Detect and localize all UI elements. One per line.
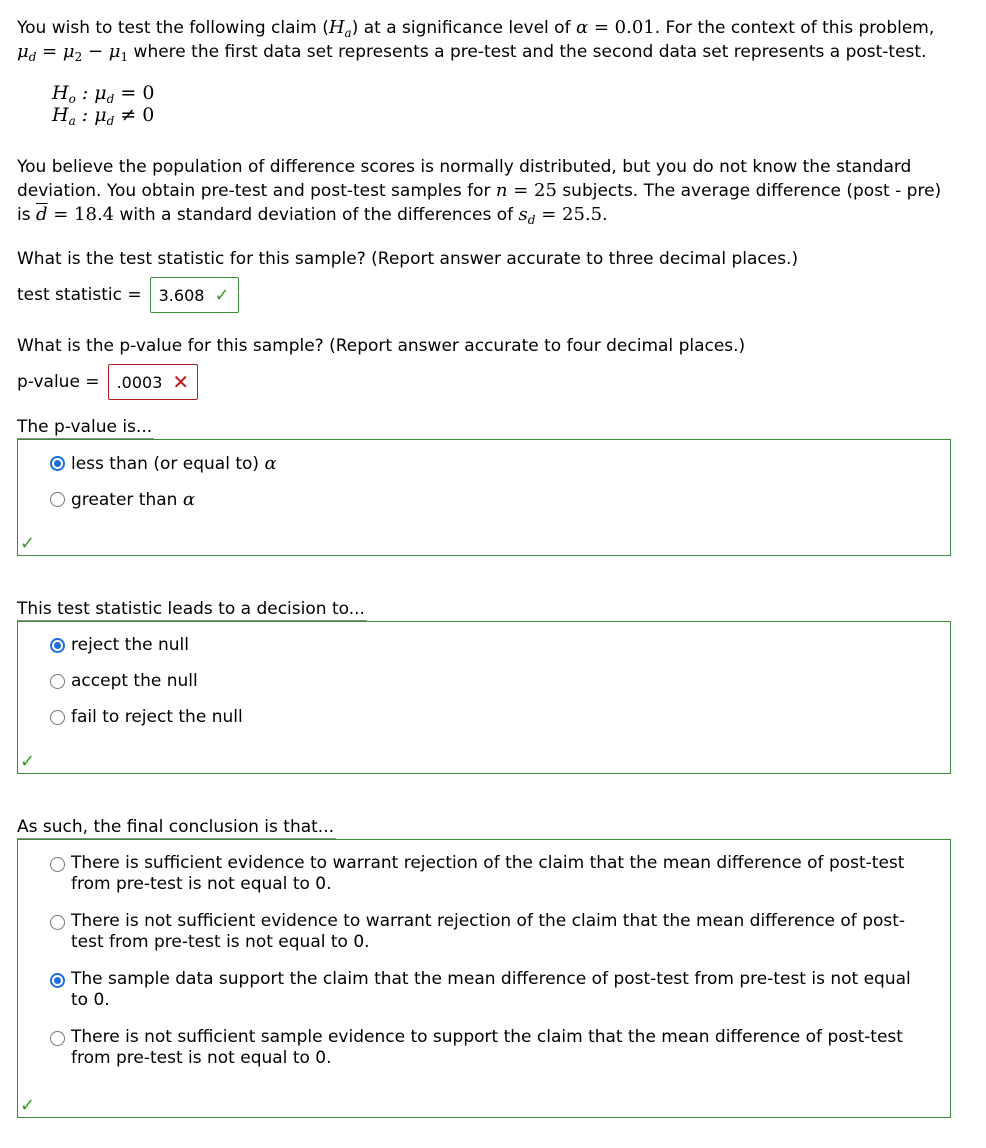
conclusion-question	[17, 816, 951, 1118]
n-value: = 25	[507, 180, 557, 201]
context-text-3: with a standard deviation of the differences of	[114, 205, 519, 225]
radio-unselected-icon[interactable]	[50, 492, 65, 507]
minus-sign: −	[82, 41, 109, 62]
option-conclusion-2-text: There is not sufficient evidence to warrant rejection of the claim that the mean difference of post-test from pre-test is not equal to 0.	[71, 911, 906, 952]
decision-options	[17, 621, 951, 774]
sd-value: = 25.5	[535, 204, 603, 225]
radio-unselected-icon[interactable]	[50, 857, 65, 872]
option-less-than-text: less than (or equal to)	[71, 454, 265, 474]
correct-check-icon: ✓	[20, 533, 36, 554]
p-value-label: p-value =	[17, 371, 100, 392]
conclusion-title: As such, the final conclusion is that...	[17, 817, 335, 837]
ha-mu-subscript: d	[106, 114, 115, 128]
test-statistic-input[interactable]	[150, 277, 239, 313]
intro-text-3: . For the context of this problem,	[654, 18, 935, 38]
ha-mu: : μ	[75, 104, 107, 126]
p-value-input[interactable]	[108, 364, 199, 400]
option-conclusion-2[interactable]	[50, 911, 950, 969]
intro-paragraph	[17, 16, 951, 64]
mu-d-symbol: μ	[17, 41, 29, 62]
option-fail-to-reject-text: fail to reject the null	[71, 707, 243, 727]
ha-symbol: H	[328, 17, 345, 38]
test-statistic-answer-line	[17, 275, 951, 315]
intro-text-1: You wish to test the following claim (	[17, 18, 329, 38]
context-text-2: subjects. The average difference (post - pre) is	[17, 181, 942, 225]
alternative-hypothesis	[52, 104, 951, 126]
ha-hyp-subscript: a	[68, 114, 76, 128]
conclusion-options	[17, 839, 951, 1118]
mu-1-subscript: 1	[120, 50, 129, 64]
test-statistic-value: 3.608	[158, 285, 205, 305]
sd-subscript: d	[527, 213, 536, 227]
h0-relation: = 0	[114, 82, 155, 104]
option-conclusion-3-text: The sample data support the claim that the mean difference of post-test from pre-test is not equal to 0.	[71, 969, 911, 1010]
radio-unselected-icon[interactable]	[50, 915, 65, 930]
option-fail-to-reject-null[interactable]	[50, 706, 950, 742]
option-reject-null[interactable]	[50, 634, 950, 670]
radio-unselected-icon[interactable]	[50, 674, 65, 689]
p-value-prompt: What is the p-value for this sample? (Report answer accurate to four decimal places.)	[17, 336, 746, 356]
radio-unselected-icon[interactable]	[50, 710, 65, 725]
radio-selected-icon[interactable]	[50, 973, 65, 988]
mu-2-symbol: μ	[62, 41, 75, 62]
context-paragraph	[17, 156, 951, 227]
p-value-comparison-title: The p-value is...	[17, 417, 153, 437]
d-bar-symbol: $\overline{d}$	[35, 204, 48, 225]
hypotheses-block	[52, 82, 951, 126]
option-label	[71, 488, 950, 512]
correct-check-icon: ✓	[20, 751, 36, 772]
alpha-symbol: α	[575, 17, 589, 38]
p-value-answer-line	[17, 362, 951, 402]
radio-selected-icon[interactable]	[50, 638, 65, 653]
option-accept-null-text: accept the null	[71, 671, 198, 691]
d-bar-value: = 18.4	[47, 204, 115, 225]
option-conclusion-3[interactable]	[50, 969, 950, 1027]
p-value-question	[17, 335, 951, 402]
option-conclusion-1-text: There is sufficient evidence to warrant rejection of the claim that the mean difference of post-test from pre-test is not equal to 0.	[71, 853, 905, 894]
test-statistic-question	[17, 248, 951, 315]
option-greater-than-alpha[interactable]	[50, 488, 950, 524]
correct-check-icon: ✓	[20, 1095, 36, 1116]
p-value-comparison-question	[17, 416, 951, 556]
mu-d-subscript: d	[28, 50, 37, 64]
decision-title: This test statistic leads to a decision to...	[17, 599, 365, 619]
mu-1-symbol: μ	[108, 41, 121, 62]
radio-unselected-icon[interactable]	[50, 1031, 65, 1046]
ha-relation: ≠ 0	[114, 104, 155, 126]
null-hypothesis	[52, 82, 951, 104]
test-statistic-label: test statistic =	[17, 284, 142, 305]
correct-check-icon: ✓	[214, 284, 230, 306]
option-label	[71, 452, 950, 476]
intro-text-2: ) at a significance level of	[351, 18, 576, 38]
test-statistic-prompt: What is the test statistic for this sample? (Report answer accurate to three decimal places.)	[17, 249, 799, 269]
h0-mu: : μ	[75, 82, 107, 104]
sd-symbol: s	[518, 204, 528, 225]
alpha-symbol-option: α	[264, 453, 277, 474]
intro-text-4: where the first data set represents a pre-test and the second data set represents a post-test.	[128, 42, 927, 62]
p-value-value: .0003	[116, 372, 163, 392]
option-accept-null[interactable]	[50, 670, 950, 706]
ha-hyp-symbol: H	[52, 104, 69, 126]
h0-symbol: H	[52, 82, 69, 104]
alpha-symbol-option: α	[182, 489, 195, 510]
option-reject-null-text: reject the null	[71, 635, 189, 655]
alpha-value: = 0.01	[588, 17, 655, 38]
mu-d-equals: =	[36, 41, 63, 62]
decision-question	[17, 598, 951, 774]
option-less-than-alpha[interactable]	[50, 452, 950, 488]
option-conclusion-1[interactable]	[50, 853, 950, 911]
n-symbol: n	[495, 180, 508, 201]
incorrect-cross-icon: ✕	[172, 369, 190, 394]
mu-2-subscript: 2	[74, 50, 83, 64]
option-conclusion-4-text: There is not sufficient sample evidence to support the claim that the mean difference of post-test from pre-test is not equal to 0.	[71, 1027, 903, 1068]
option-greater-than-text: greater than	[71, 490, 183, 510]
context-text-1: You believe the population of difference scores is normally distributed, but you do not know the standard deviation. You obtain pre-test and post-test samples for	[17, 157, 912, 201]
option-conclusion-4[interactable]	[50, 1027, 950, 1085]
h0-subscript: o	[68, 92, 76, 106]
h0-mu-subscript: d	[106, 92, 115, 106]
question-page	[17, 16, 951, 1118]
ha-subscript: a	[344, 26, 352, 40]
radio-selected-icon[interactable]	[50, 456, 65, 471]
context-text-4: .	[602, 205, 608, 225]
p-value-comparison-options	[17, 439, 951, 556]
